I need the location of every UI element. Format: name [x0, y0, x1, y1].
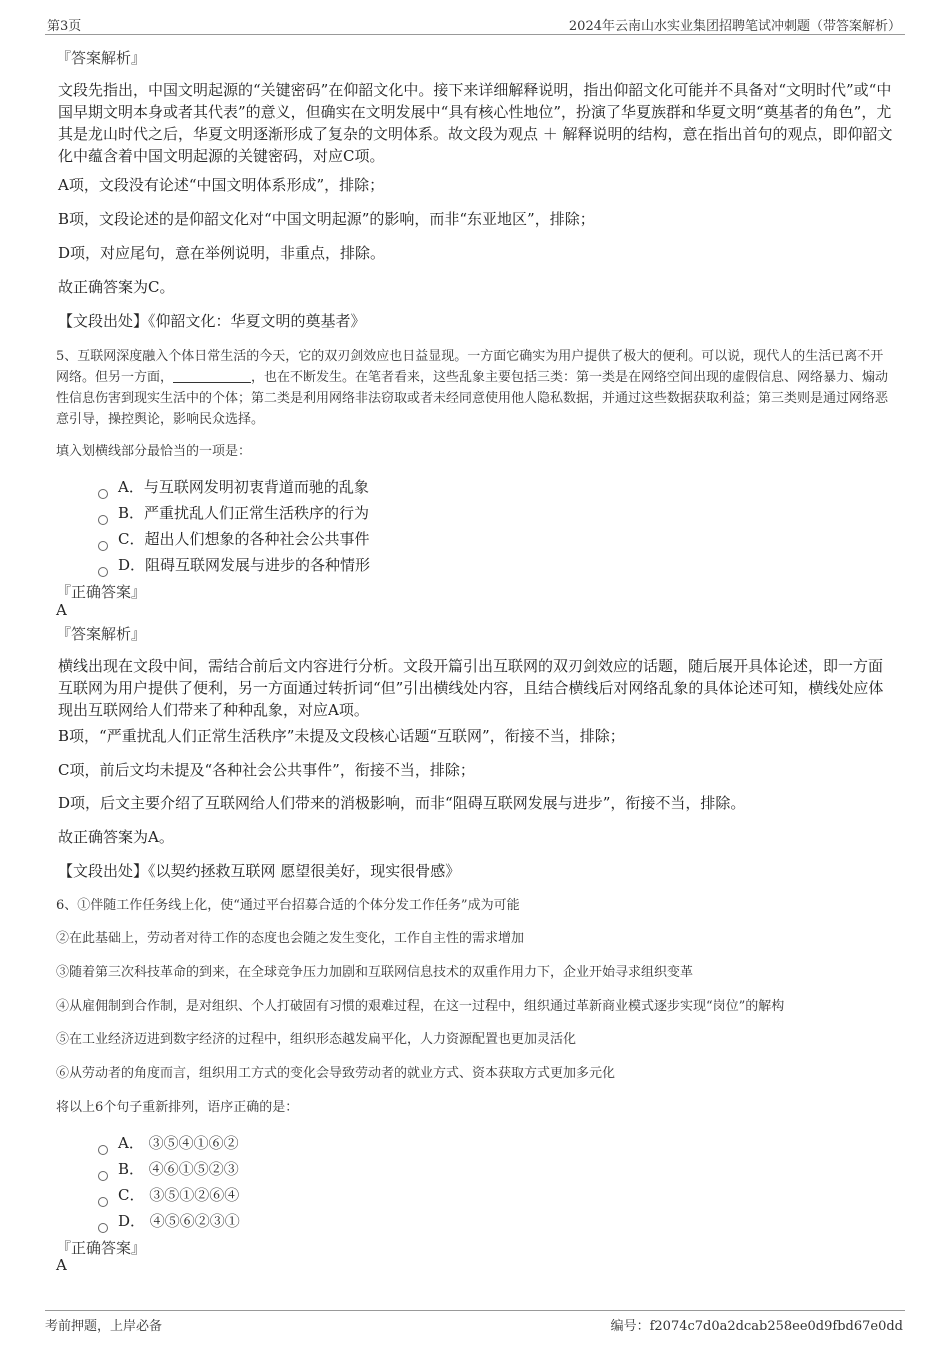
radio-icon[interactable] — [98, 1145, 108, 1155]
radio-icon[interactable] — [98, 515, 108, 525]
q6-sentence-3: ③随着第三次科技革命的到来，在全球竞争压力加剧和互联网信息技术的双重作用力下，企业开始寻求组织变革 — [56, 965, 694, 980]
page-footer — [45, 1310, 905, 1335]
q5-conclusion: 故正确答案为A。 — [58, 828, 174, 846]
footer-code: 编号：f2074c7d0a2dcab258ee0d9fbd67e0dd — [610, 1319, 903, 1334]
q5-option-a-label: A．与互联网发明初衷背道而驰的乱象 — [118, 478, 369, 496]
q5-option-b-label: B．严重扰乱人们正常生活秩序的行为 — [118, 504, 370, 522]
q6-sentence-2: ②在此基础上，劳动者对待工作的态度也会随之发生变化，工作自主性的需求增加 — [56, 931, 525, 946]
q4-analysis-label: 『答案解析』 — [56, 49, 147, 67]
q5-prompt: 填入划横线部分最恰当的一项是： — [56, 444, 252, 459]
q6-sentence-5: ⑤在工业经济迈进到数字经济的过程中，组织形态越发扁平化，人力资源配置也更加灵活化 — [56, 1032, 577, 1047]
q5-option-a[interactable] — [98, 476, 369, 497]
q5-stem-before: 5、互联网深度融入个体日常生活的今天，它的双刃剑效应也日益显现。一方面它确实为用户提供了极大的便利。可以说，现代人的生活已离不开网络。但另一方面， — [56, 349, 884, 385]
q5-analysis-label: 『答案解析』 — [56, 625, 147, 643]
q4-conclusion: 故正确答案为C。 — [58, 278, 175, 296]
q6-option-c-label: C． ③⑤①②⑥④ — [118, 1186, 240, 1204]
q4-source: 【文段出处】《仰韶文化：华夏文明的奠基者》 — [58, 312, 366, 330]
radio-icon[interactable] — [98, 541, 108, 551]
q6-option-d-label: D． ④⑤⑥②③① — [118, 1212, 240, 1230]
q4-analysis-paragraph: 文段先指出，中国文明起源的“关键密码”在仰韶文化中。接下来详细解释说明，指出仰韶文化可能并不具备对“文明时代”或“中国早期文明本身或者其代表”的意义，但确实在文明发展中“具有核心性地位”，扮演了华夏族群和华夏文明“奠基者的角色”，尤其是龙山时代之后，华夏文明逐渐形成了复杂的文明体系。故文段为观点 ＋ 解释说明的结构，意在指出首句的观点，即仰韶文化中蕴含着中国文明起源的关键密码，对应C项。 — [58, 81, 893, 165]
q6-option-d[interactable] — [98, 1210, 240, 1231]
q5-option-b-explanation: B项，“严重扰乱人们正常生活秩序”未提及文段核心话题“互联网”，衔接不当，排除； — [58, 727, 625, 745]
q5-option-c-explanation: C项，前后文均未提及“各种社会公共事件”，衔接不当，排除； — [58, 761, 475, 779]
page-number: 第3页 — [47, 19, 82, 34]
radio-icon[interactable] — [98, 1223, 108, 1233]
q5-option-c-label: C．超出人们想象的各种社会公共事件 — [118, 530, 370, 548]
radio-icon[interactable] — [98, 1197, 108, 1207]
q4-option-a-explanation: A项，文段没有论述“中国文明体系形成”，排除； — [58, 176, 385, 194]
q5-stem — [56, 346, 896, 430]
q4-option-d-explanation: D项，对应尾句，意在举例说明，非重点，排除。 — [58, 244, 386, 262]
q5-source: 【文段出处】《以契约拯救互联网 愿望很美好，现实很骨感》 — [58, 862, 461, 880]
q5-correct-value: A — [56, 601, 67, 619]
q6-correct-value: A — [56, 1256, 67, 1274]
q5-blank — [173, 368, 251, 383]
q5-correct-label: 『正确答案』 — [56, 583, 147, 601]
q5-stem-after: ，也在不断发生。在笔者看来，这些乱象主要包括三类：第一类是在网络空间出现的虚假信息、网络暴力、煽动性信息伤害到现实生活中的个体；第二类是利用网络非法窃取或者未经同意使用他人隐私数据，并通过这些数据获取利益；第三类则是通过网络恶意引导，操控舆论，影响民众选择。 — [56, 370, 889, 427]
q6-sentence-6: ⑥从劳动者的角度而言，组织用工方式的变化会导致劳动者的就业方式、资本获取方式更加多元化 — [56, 1066, 616, 1081]
radio-icon[interactable] — [98, 567, 108, 577]
q6-option-a-label: A． ③⑤④①⑥② — [118, 1134, 239, 1152]
q5-option-d-explanation: D项，后文主要介绍了互联网给人们带来的消极影响，而非“阻碍互联网发展与进步”，衔接不当，排除。 — [58, 794, 746, 812]
q6-prompt: 将以上6个句子重新排列，语序正确的是： — [56, 1100, 299, 1115]
q5-option-c[interactable] — [98, 528, 369, 549]
radio-icon[interactable] — [98, 1171, 108, 1181]
q6-option-b[interactable] — [98, 1158, 239, 1179]
footer-slogan: 考前押题，上岸必备 — [45, 1319, 163, 1334]
q6-option-b-label: B． ④⑥①⑤②③ — [118, 1160, 239, 1178]
q6-correct-label: 『正确答案』 — [56, 1239, 147, 1257]
q5-option-b[interactable] — [98, 502, 369, 523]
document-title: 2024年云南山水实业集团招聘笔试冲刺题（带答案解析） — [568, 19, 901, 34]
q6-option-c[interactable] — [98, 1184, 239, 1205]
q6-option-a[interactable] — [98, 1132, 239, 1153]
radio-icon[interactable] — [98, 489, 108, 499]
q5-option-d[interactable] — [98, 554, 370, 575]
q5-analysis-paragraph: 横线出现在文段中间，需结合前后文内容进行分析。文段开篇引出互联网的双刃剑效应的话题，随后展开具体论述，即一方面互联网为用户提供了便利，另一方面通过转折词“但”引出横线处内容，且结合横线后对网络乱象的具体论述可知，横线处应体现出互联网给人们带来了种种乱象，对应A项。 — [58, 657, 884, 719]
page-header — [45, 12, 905, 35]
q6-sentence-4: ④从雇佣制到合作制，是对组织、个人打破固有习惯的艰难过程，在这一过程中，组织通过革新商业模式逐步实现“岗位”的解构 — [56, 999, 785, 1014]
q6-sentence-1: 6、①伴随工作任务线上化，使“通过平台招募合适的个体分发工作任务”成为可能 — [56, 898, 520, 913]
q5-option-d-label: D．阻碍互联网发展与进步的各种情形 — [118, 556, 371, 574]
q4-option-b-explanation: B项，文段论述的是仰韶文化对“中国文明起源”的影响，而非“东亚地区”，排除； — [58, 210, 595, 228]
